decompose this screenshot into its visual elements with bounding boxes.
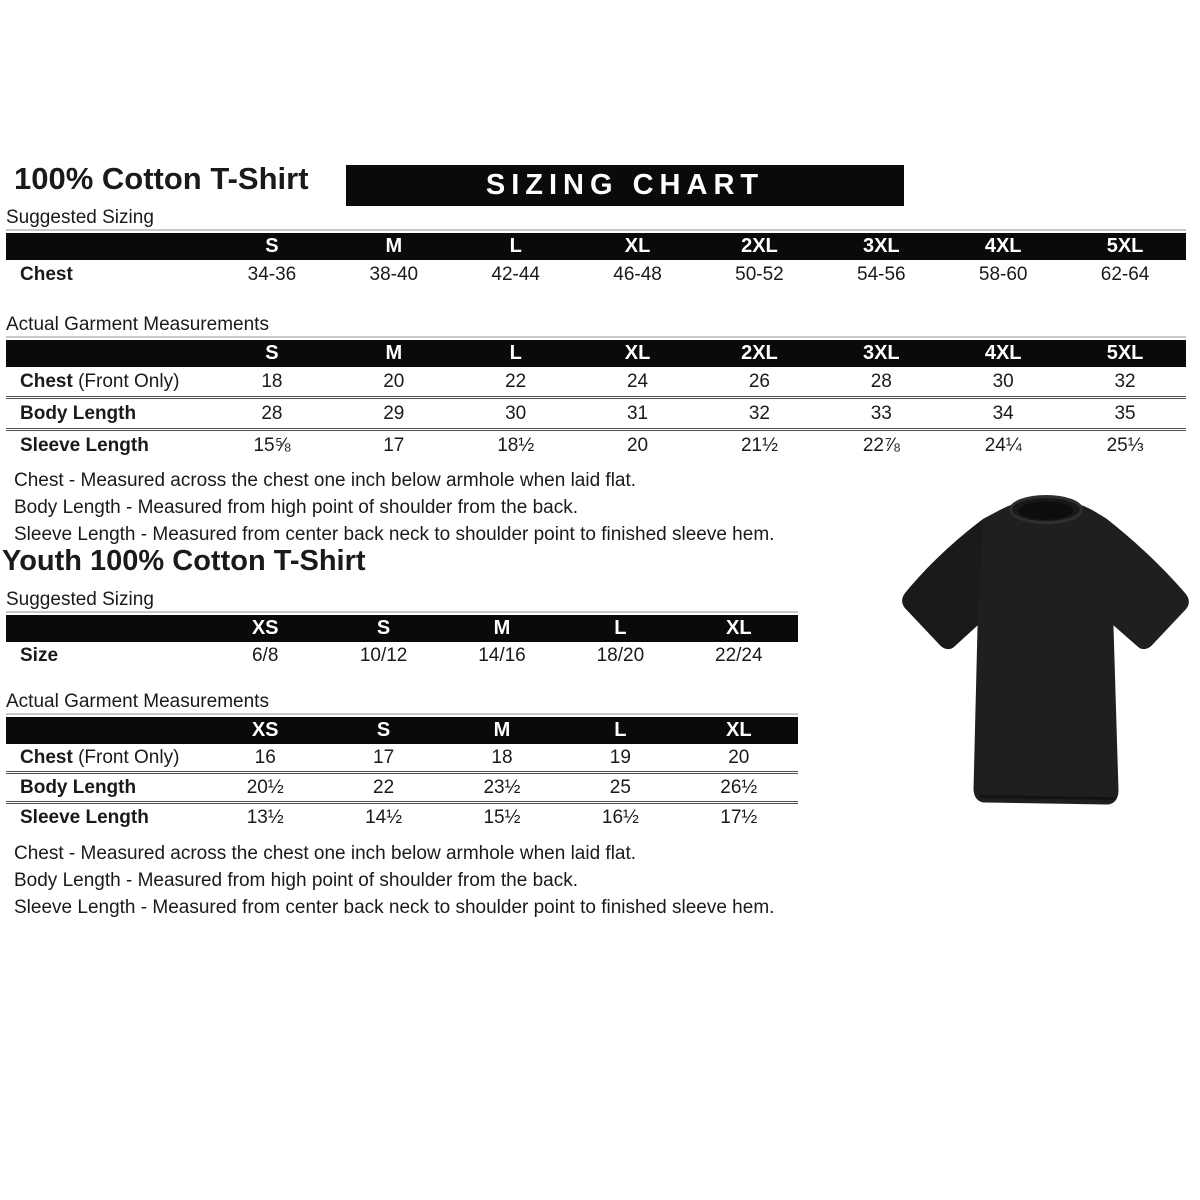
measurement-cell: 17 bbox=[383, 434, 405, 456]
youth-actual-measurements-table bbox=[6, 717, 798, 831]
measurement-cell: 24 bbox=[577, 367, 699, 398]
measurement-cell: 16½ bbox=[601, 806, 639, 828]
row-label: Chest (Front Only) bbox=[6, 744, 206, 773]
size-column-header: S bbox=[324, 717, 442, 744]
size-column-header: XL bbox=[577, 340, 699, 367]
measurement-cell: 35 bbox=[1064, 398, 1186, 430]
table-top-rule bbox=[6, 336, 1186, 338]
size-column-header: L bbox=[561, 717, 679, 744]
measurement-cell: 54-56 bbox=[857, 263, 906, 285]
size-column-header: M bbox=[333, 233, 455, 260]
measurement-cell: 33 bbox=[820, 398, 942, 430]
measurement-cell: 18½ bbox=[497, 434, 535, 456]
measurement-cell: 20 bbox=[333, 367, 455, 398]
youth-title: Youth 100% Cotton T-Shirt bbox=[2, 545, 366, 577]
table-top-rule bbox=[6, 229, 1186, 231]
table-row bbox=[6, 744, 798, 773]
measurement-cell: 30 bbox=[455, 398, 577, 430]
row-label-suffix: (Front Only) bbox=[72, 370, 180, 392]
measurement-note: Chest - Measured across the chest one inch below armhole when laid flat. bbox=[14, 470, 637, 491]
sizing-chart-banner: SIZING CHART bbox=[346, 165, 904, 206]
table-top-rule bbox=[6, 713, 798, 715]
measurement-cell: 30 bbox=[942, 367, 1064, 398]
measurement-cell: 50-52 bbox=[735, 263, 784, 285]
size-column-header: M bbox=[443, 615, 561, 642]
youth-suggested-sizing-table bbox=[6, 615, 798, 669]
measurement-note: Body Length - Measured from high point of shoulder from the back. bbox=[14, 870, 578, 891]
measurement-cell: 26½ bbox=[680, 773, 798, 803]
size-header-row bbox=[6, 340, 1186, 367]
measurement-cell: 23½ bbox=[443, 773, 561, 803]
measurement-cell: 25⅓ bbox=[1106, 434, 1144, 456]
size-header-row bbox=[6, 717, 798, 744]
measurement-note: Body Length - Measured from high point of shoulder from the back. bbox=[14, 497, 578, 518]
measurement-cell: 18 bbox=[443, 744, 561, 773]
measurement-cell: 32 bbox=[1064, 367, 1186, 398]
measurement-cell: 42-44 bbox=[491, 263, 540, 285]
measurement-cell: 15⅝ bbox=[253, 434, 291, 456]
measurement-cell: 22⅞ bbox=[862, 434, 900, 456]
measurement-cell: 24¼ bbox=[984, 434, 1022, 456]
measurement-cell: 16 bbox=[206, 744, 324, 773]
measurement-note: Sleeve Length - Measured from center back neck to shoulder point to finished sleeve hem. bbox=[14, 897, 775, 918]
size-column-header: XS bbox=[206, 615, 324, 642]
header-spacer bbox=[6, 233, 211, 260]
adult-actual-measurements-table-wrap bbox=[6, 336, 1186, 460]
measurement-cell: 19 bbox=[561, 744, 679, 773]
size-column-header: S bbox=[324, 615, 442, 642]
measurement-note: Chest - Measured across the chest one inch below armhole when laid flat. bbox=[14, 843, 637, 864]
size-column-header: 4XL bbox=[942, 233, 1064, 260]
measurement-cell: 62-64 bbox=[1100, 263, 1150, 285]
adult-suggested-sizing-table-wrap bbox=[6, 229, 1186, 289]
measurement-cell: 18/20 bbox=[596, 644, 645, 666]
size-column-header: L bbox=[455, 233, 577, 260]
size-column-header: M bbox=[333, 340, 455, 367]
row-label-suffix: (Front Only) bbox=[72, 746, 180, 768]
tshirt-graphic bbox=[893, 472, 1195, 820]
tshirt-body bbox=[902, 499, 1189, 805]
measurement-cell: 20 bbox=[626, 434, 649, 456]
measurement-cell: 18 bbox=[211, 367, 333, 398]
row-label: Sleeve Length bbox=[20, 434, 149, 456]
measurement-cell: 46-48 bbox=[613, 263, 662, 285]
adult-actual-measurements-label: Actual Garment Measurements bbox=[6, 314, 269, 335]
measurement-cell: 13½ bbox=[246, 806, 284, 828]
size-column-header: XL bbox=[680, 717, 798, 744]
table-row bbox=[6, 803, 798, 832]
size-column-header: S bbox=[211, 233, 333, 260]
size-column-header: 2XL bbox=[699, 340, 821, 367]
measurement-cell: 17 bbox=[324, 744, 442, 773]
measurement-cell: 32 bbox=[699, 398, 821, 430]
measurement-cell: 28 bbox=[211, 398, 333, 430]
tshirt-image bbox=[893, 472, 1195, 820]
size-header-row bbox=[6, 615, 798, 642]
measurement-cell: 34 bbox=[942, 398, 1064, 430]
measurement-cell: 14½ bbox=[365, 806, 403, 828]
table-row bbox=[6, 773, 798, 803]
tshirt-collar-inner bbox=[1019, 502, 1073, 520]
size-header-row bbox=[6, 233, 1186, 260]
measurement-cell: 25 bbox=[561, 773, 679, 803]
measurement-cell: 6/8 bbox=[251, 644, 279, 666]
table-row bbox=[6, 367, 1186, 398]
size-column-header: S bbox=[211, 340, 333, 367]
table-row bbox=[6, 642, 798, 669]
size-column-header: 3XL bbox=[820, 340, 942, 367]
measurement-cell: 38-40 bbox=[369, 263, 419, 285]
measurement-cell: 20 bbox=[680, 744, 798, 773]
tshirt-hem-line bbox=[980, 796, 1115, 798]
size-column-header: XL bbox=[577, 233, 699, 260]
row-label: Size bbox=[20, 644, 59, 666]
measurement-cell: 29 bbox=[333, 398, 455, 430]
size-column-header: 4XL bbox=[942, 340, 1064, 367]
measurement-cell: 22 bbox=[324, 773, 442, 803]
adult-measurement-notes bbox=[14, 467, 774, 548]
measurement-cell: 26 bbox=[699, 367, 821, 398]
measurement-cell: 17½ bbox=[720, 806, 758, 828]
size-column-header: L bbox=[561, 615, 679, 642]
measurement-cell: 20½ bbox=[206, 773, 324, 803]
size-column-header: 5XL bbox=[1064, 233, 1186, 260]
measurement-cell: 34-36 bbox=[247, 263, 297, 285]
size-column-header: XS bbox=[206, 717, 324, 744]
table-row bbox=[6, 430, 1186, 461]
size-column-header: M bbox=[443, 717, 561, 744]
table-row bbox=[6, 398, 1186, 430]
table-row bbox=[6, 260, 1186, 289]
measurement-cell: 28 bbox=[820, 367, 942, 398]
page-title: 100% Cotton T-Shirt bbox=[14, 161, 309, 196]
adult-suggested-sizing-table bbox=[6, 233, 1186, 289]
header-spacer bbox=[6, 717, 206, 744]
measurement-cell: 58-60 bbox=[978, 263, 1028, 285]
youth-suggested-sizing-table-wrap bbox=[6, 611, 798, 669]
youth-actual-measurements-table-wrap bbox=[6, 713, 798, 831]
measurement-note: Sleeve Length - Measured from center back neck to shoulder point to finished sleeve hem. bbox=[14, 524, 775, 545]
row-label: Body Length bbox=[6, 773, 206, 803]
measurement-cell: 31 bbox=[577, 398, 699, 430]
adult-suggested-sizing-label: Suggested Sizing bbox=[6, 207, 154, 228]
measurement-cell: 22 bbox=[455, 367, 577, 398]
measurement-cell: 15½ bbox=[483, 806, 521, 828]
tshirt-shading-left-sleeve bbox=[902, 519, 983, 649]
youth-actual-measurements-label: Actual Garment Measurements bbox=[6, 691, 269, 712]
measurement-cell: 22/24 bbox=[715, 644, 763, 666]
header-spacer bbox=[6, 340, 211, 367]
row-label: Body Length bbox=[6, 398, 211, 430]
table-top-rule bbox=[6, 611, 798, 613]
adult-actual-measurements-table bbox=[6, 340, 1186, 460]
size-column-header: 5XL bbox=[1064, 340, 1186, 367]
header-spacer bbox=[6, 615, 206, 642]
size-column-header: 3XL bbox=[820, 233, 942, 260]
measurement-cell: 10/12 bbox=[359, 644, 408, 666]
youth-measurement-notes bbox=[14, 840, 774, 921]
size-column-header: L bbox=[455, 340, 577, 367]
measurement-cell: 14/16 bbox=[478, 644, 526, 666]
row-label: Chest (Front Only) bbox=[6, 367, 211, 398]
measurement-cell: 21½ bbox=[740, 434, 778, 456]
size-column-header: XL bbox=[680, 615, 798, 642]
size-column-header: 2XL bbox=[699, 233, 821, 260]
youth-suggested-sizing-label: Suggested Sizing bbox=[6, 589, 154, 610]
row-label: Sleeve Length bbox=[20, 806, 149, 828]
row-label: Chest bbox=[20, 263, 73, 285]
